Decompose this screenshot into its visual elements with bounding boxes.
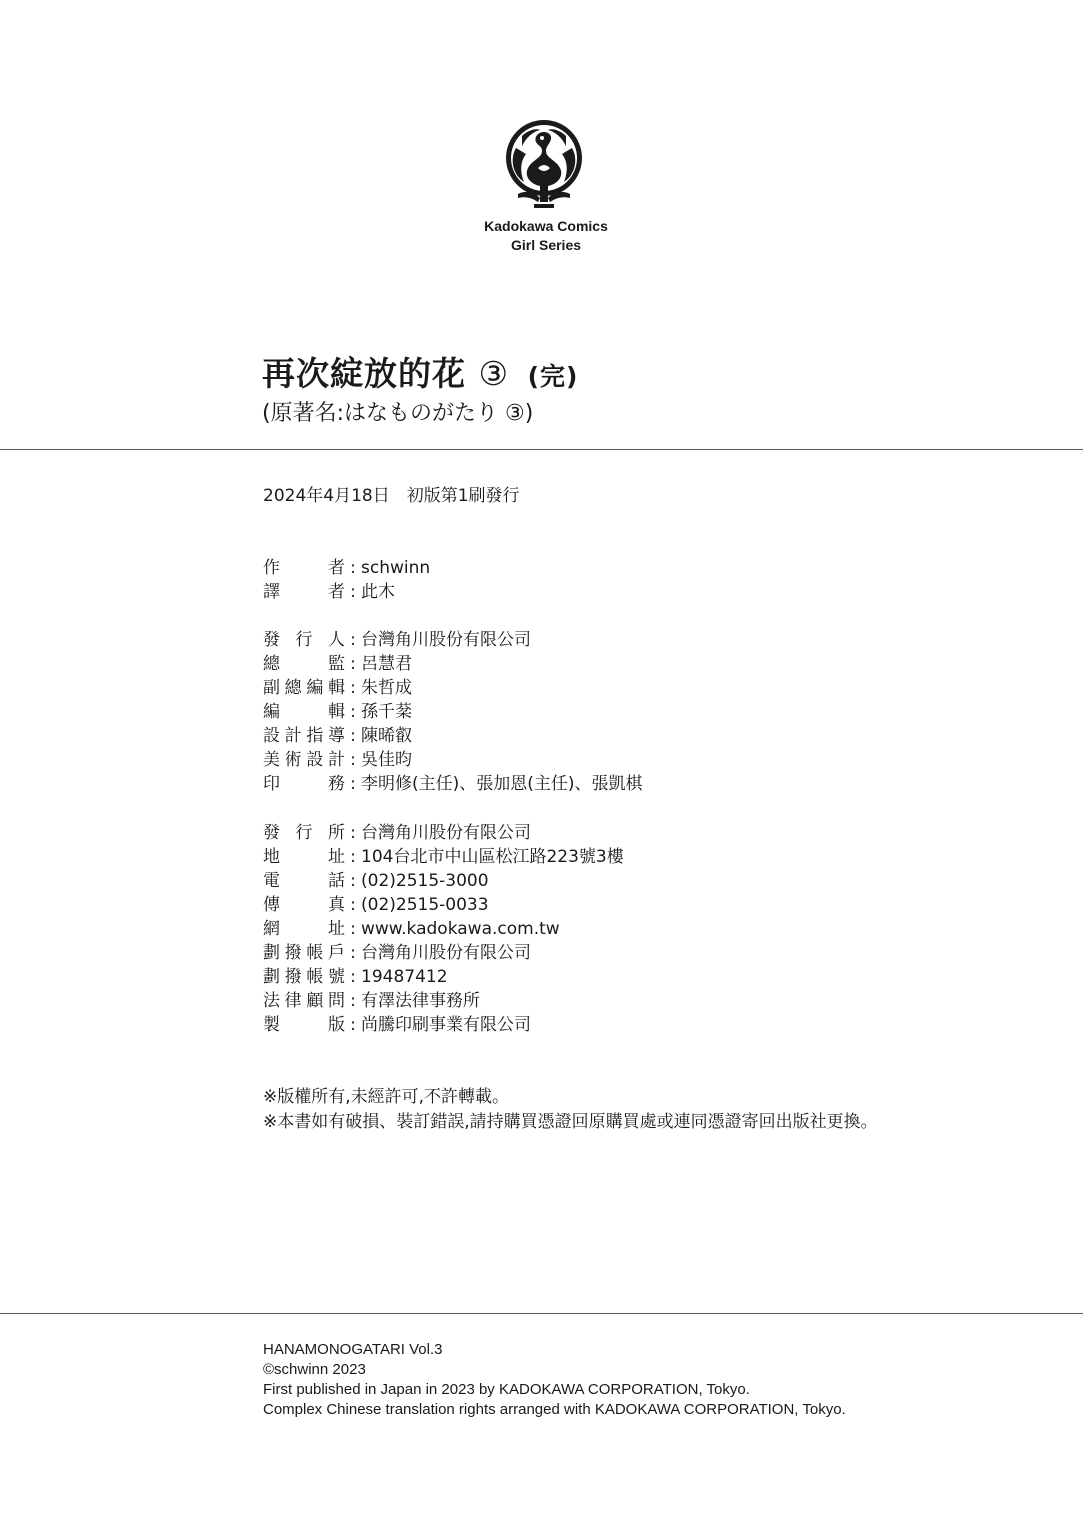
credit-label-char: 話	[328, 871, 345, 891]
book-title	[262, 348, 578, 395]
credit-colon: :	[350, 823, 356, 843]
credit-colon: :	[350, 678, 356, 698]
credit-row	[263, 652, 643, 676]
credit-row	[263, 845, 624, 869]
title-main: 再次綻放的花	[262, 354, 466, 393]
credits-translation	[263, 556, 430, 604]
credit-label	[263, 941, 345, 965]
credit-label-char: 劃	[263, 967, 280, 987]
credit-label-char: 計	[327, 750, 345, 770]
credit-value: 李明修(主任)、張加恩(主任)、張凱棋	[361, 774, 643, 794]
credit-label-char: 術	[284, 750, 302, 770]
credit-value: (02)2515-0033	[361, 895, 489, 915]
credit-label-char: 址	[328, 919, 345, 939]
credit-colon: :	[350, 919, 356, 939]
credit-value: 呂慧君	[361, 654, 412, 674]
credit-value: 104台北市中山區松江路223號3樓	[361, 847, 624, 867]
credit-label-char: 指	[306, 726, 324, 746]
credit-value: schwinn	[361, 558, 431, 578]
credit-label-char: 總	[284, 678, 302, 698]
credit-row	[263, 821, 624, 845]
phoenix-crest-icon	[498, 118, 590, 218]
credit-label-char: 傳	[263, 895, 280, 915]
credit-value: 19487412	[361, 967, 448, 987]
credit-row	[263, 917, 624, 941]
credit-label-char: 美	[263, 750, 280, 770]
credit-colon: :	[350, 558, 356, 578]
credit-label-char: 版	[328, 1015, 345, 1035]
credit-value: www.kadokawa.com.tw	[361, 919, 560, 939]
credit-row	[263, 556, 430, 580]
credit-label-char: 印	[263, 774, 280, 794]
credit-label	[263, 989, 345, 1013]
credit-label	[263, 965, 345, 989]
credit-row	[263, 1013, 624, 1037]
credit-value: 尚騰印刷事業有限公司	[361, 1015, 531, 1035]
credit-row	[263, 724, 643, 748]
credit-value: 朱哲成	[361, 678, 412, 698]
credit-row	[263, 965, 624, 989]
credit-value: 孫千棻	[361, 702, 412, 722]
credit-value: 台灣角川股份有限公司	[361, 823, 531, 843]
divider-top	[0, 449, 1083, 450]
credit-colon: :	[350, 630, 356, 650]
credit-label-char: 作	[263, 558, 280, 578]
volume-number: ③	[478, 354, 510, 393]
credit-label	[263, 676, 345, 700]
credit-label	[263, 917, 345, 941]
credit-label-char: 者	[328, 582, 345, 602]
credit-colon: :	[350, 654, 356, 674]
credit-label	[263, 556, 345, 580]
credit-label-char: 譯	[263, 582, 280, 602]
credit-row	[263, 893, 624, 917]
imprint-name: Kadokawa Comics	[484, 218, 608, 234]
credit-label-char: 發	[263, 823, 280, 843]
credit-colon: :	[350, 774, 356, 794]
credit-colon: :	[350, 847, 356, 867]
credit-label-char: 行	[295, 630, 313, 650]
credit-label	[263, 893, 345, 917]
credit-colon: :	[350, 871, 356, 891]
credit-label-char: 帳	[306, 943, 324, 963]
credit-label	[263, 700, 345, 724]
credit-value: 陳晞叡	[361, 726, 412, 746]
credit-label-char: 地	[263, 847, 280, 867]
credit-row	[263, 700, 643, 724]
credit-label-char: 址	[328, 847, 345, 867]
credit-row	[263, 989, 624, 1013]
credit-label-char: 製	[263, 1015, 280, 1035]
credit-label-char: 輯	[328, 702, 345, 722]
credit-row	[263, 941, 624, 965]
credit-colon: :	[350, 943, 356, 963]
credit-label-char: 劃	[263, 943, 280, 963]
credit-label-char: 律	[284, 991, 302, 1011]
credit-label-char: 撥	[284, 943, 302, 963]
credit-label-char: 者	[328, 558, 345, 578]
credit-label-char: 導	[327, 726, 345, 746]
credit-label	[263, 652, 345, 676]
credit-label-char: 戶	[327, 943, 345, 963]
credits-publisher	[263, 821, 624, 1037]
credit-row	[263, 580, 430, 604]
credit-label-char: 撥	[284, 967, 302, 987]
credit-label-char: 真	[328, 895, 345, 915]
credit-label-char: 編	[263, 702, 280, 722]
credit-label-char: 法	[263, 991, 280, 1011]
copyright-notes	[263, 1085, 878, 1135]
series-name: Girl Series	[510, 237, 582, 253]
credit-label	[263, 748, 345, 772]
credit-value: 此木	[361, 582, 395, 602]
english-line: ©schwinn 2023	[263, 1361, 366, 1378]
credit-label	[263, 628, 345, 652]
credit-label-char: 問	[327, 991, 345, 1011]
english-line: HANAMONOGATARI Vol.3	[263, 1341, 443, 1358]
credit-label-char: 所	[328, 823, 345, 843]
credit-label	[263, 580, 345, 604]
credit-label-char: 人	[328, 630, 345, 650]
credit-label-char: 帳	[306, 967, 324, 987]
credit-value: 吳佳昀	[361, 750, 412, 770]
original-title: (原著名:はなものがたり ③)	[262, 401, 534, 426]
credit-label-char: 計	[284, 726, 302, 746]
publication-date: 2024年4月18日 初版第1刷發行	[263, 486, 520, 506]
credit-value: 台灣角川股份有限公司	[361, 943, 531, 963]
credit-colon: :	[350, 582, 356, 602]
credit-colon: :	[350, 967, 356, 987]
credit-colon: :	[350, 991, 356, 1011]
credit-row	[263, 748, 643, 772]
credits-editorial	[263, 628, 643, 796]
credit-label	[263, 869, 345, 893]
credit-label-char: 顧	[306, 991, 324, 1011]
divider-bottom	[0, 1313, 1083, 1314]
credit-label-char: 設	[306, 750, 324, 770]
completion-mark: (完)	[527, 362, 579, 391]
credit-label-char: 監	[328, 654, 345, 674]
credit-colon: :	[350, 726, 356, 746]
credit-row	[263, 772, 643, 796]
credit-label	[263, 772, 345, 796]
english-copyright	[263, 1340, 846, 1420]
credit-label-char: 副	[263, 678, 280, 698]
note-line: ※本書如有破損、裝訂錯誤,請持購買憑證回原購買處或連同憑證寄回出版社更換。	[263, 1112, 878, 1132]
credit-label-char: 務	[328, 774, 345, 794]
credit-value: 台灣角川股份有限公司	[361, 630, 531, 650]
credit-label	[263, 724, 345, 748]
english-line: First published in Japan in 2023 by KADOKAWA CORPORATION, Tokyo.	[263, 1381, 750, 1398]
credit-label-char: 號	[327, 967, 345, 987]
credit-row	[263, 628, 643, 652]
credit-label-char: 設	[263, 726, 280, 746]
note-line: ※版權所有,未經許可,不許轉載。	[263, 1087, 510, 1107]
credit-label-char: 輯	[327, 678, 345, 698]
credit-label-char: 發	[263, 630, 280, 650]
credit-row	[263, 676, 643, 700]
credit-colon: :	[350, 750, 356, 770]
credit-row	[263, 869, 624, 893]
credit-colon: :	[350, 1015, 356, 1035]
credit-colon: :	[350, 895, 356, 915]
credit-label	[263, 845, 345, 869]
english-line: Complex Chinese translation rights arranged with KADOKAWA CORPORATION, Tokyo.	[263, 1401, 846, 1418]
credit-label-char: 總	[263, 654, 280, 674]
credit-label	[263, 1013, 345, 1037]
credit-colon: :	[350, 702, 356, 722]
credit-value: 有澤法律事務所	[361, 991, 480, 1011]
credit-label-char: 網	[263, 919, 280, 939]
credit-value: (02)2515-3000	[361, 871, 489, 891]
credit-label	[263, 821, 345, 845]
credit-label-char: 編	[306, 678, 324, 698]
credit-label-char: 電	[263, 871, 280, 891]
credit-label-char: 行	[295, 823, 313, 843]
